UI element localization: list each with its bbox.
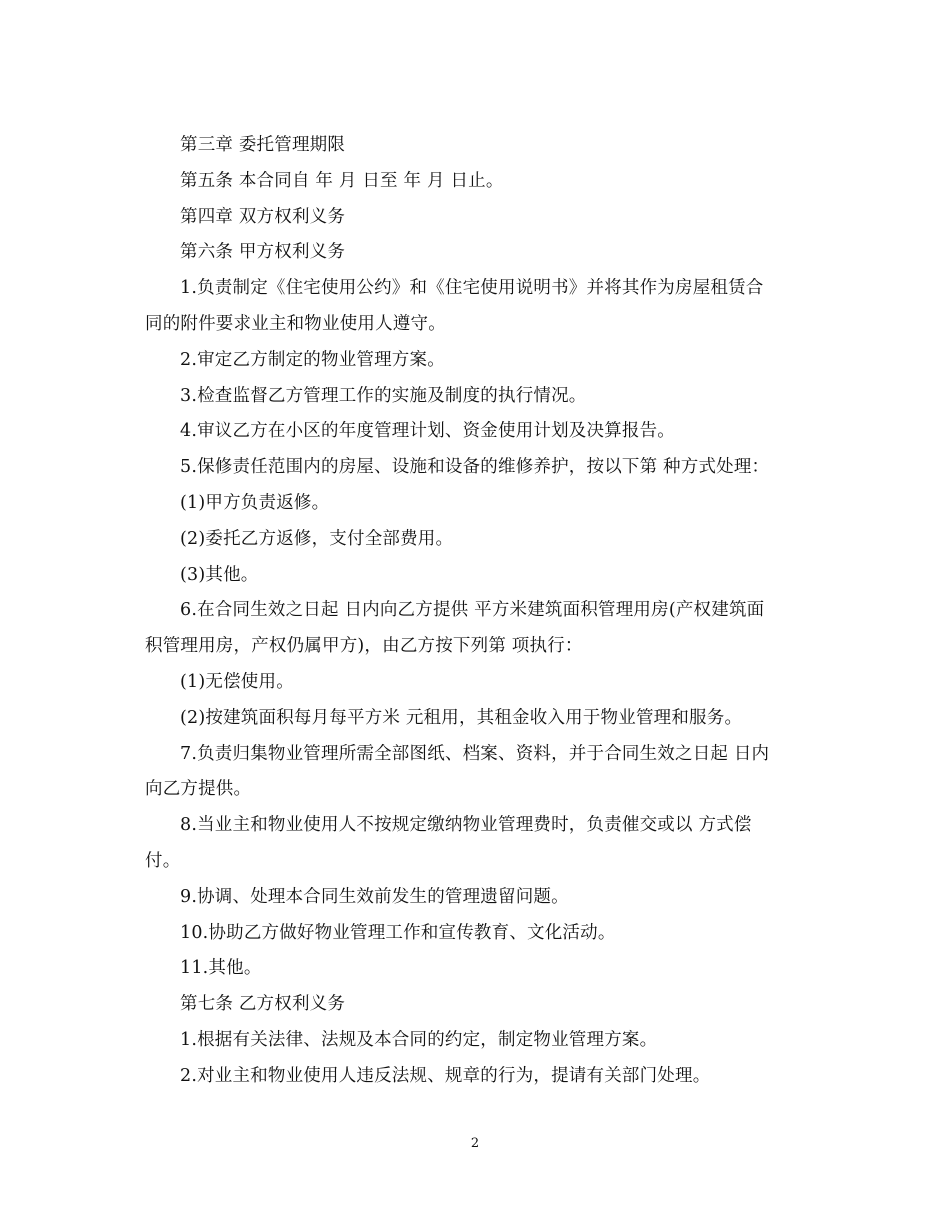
paragraph-line: 积管理用房，产权仍属甲方)，由乙方按下列第 项执行： — [145, 636, 583, 657]
paragraph-line: 付。 — [145, 850, 181, 871]
paragraph-line: 6.在合同生效之日起 日内向乙方提供 平方米建筑面积管理用房(产权建筑面 — [180, 600, 765, 621]
paragraph-line: 9.协调、处理本合同生效前发生的管理遗留问题。 — [180, 886, 569, 907]
paragraph-line: 10.协助乙方做好物业管理工作和宣传教育、文化活动。 — [180, 922, 616, 943]
paragraph-line: 3.检查监督乙方管理工作的实施及制度的执行情况。 — [180, 385, 587, 406]
paragraph-line: 向乙方提供。 — [145, 779, 252, 800]
paragraph-line: 1.负责制定《住宅使用公约》和《住宅使用说明书》并将其作为房屋租赁合 — [180, 278, 764, 299]
page-number: 2 — [470, 1136, 480, 1151]
paragraph-line: 4.审议乙方在小区的年度管理计划、资金使用计划及决算报告。 — [180, 421, 675, 442]
paragraph-line: (2)委托乙方返修，支付全部费用。 — [180, 528, 454, 549]
paragraph-line: 1.根据有关法律、法规及本合同的约定，制定物业管理方案。 — [180, 1029, 658, 1050]
article-heading: 第七条 乙方权利义务 — [180, 994, 346, 1015]
paragraph-line: 5.保修责任范围内的房屋、设施和设备的维修养护，按以下第 种方式处理： — [180, 457, 770, 478]
paragraph-line: 11.其他。 — [180, 958, 262, 979]
paragraph-line: (1)无偿使用。 — [180, 671, 294, 692]
paragraph-line: (1)甲方负责返修。 — [180, 492, 330, 513]
chapter-heading: 第四章 双方权利义务 — [180, 206, 346, 227]
document-body — [145, 128, 807, 1095]
paragraph-line: 第五条 本合同自 年 月 日至 年 月 日止。 — [180, 170, 504, 191]
paragraph-line: 7.负责归集物业管理所需全部图纸、档案、资料，并于合同生效之日起 日内 — [180, 743, 770, 764]
paragraph-line: 2.对业主和物业使用人违反法规、规章的行为，提请有关部门处理。 — [180, 1065, 711, 1086]
article-heading: 第六条 甲方权利义务 — [180, 242, 346, 263]
paragraph-line: 2.审定乙方制定的物业管理方案。 — [180, 349, 445, 370]
paragraph-line: 同的附件要求业主和物业使用人遵守。 — [145, 313, 446, 334]
chapter-heading: 第三章 委托管理期限 — [180, 135, 346, 155]
paragraph-line: 8.当业主和物业使用人不按规定缴纳物业管理费时，负责催交或以 方式偿 — [180, 815, 752, 836]
paragraph-line: (2)按建筑面积每月每平方米 元租用，其租金收入用于物业管理和服务。 — [180, 707, 743, 728]
paragraph-line: (3)其他。 — [180, 564, 259, 585]
